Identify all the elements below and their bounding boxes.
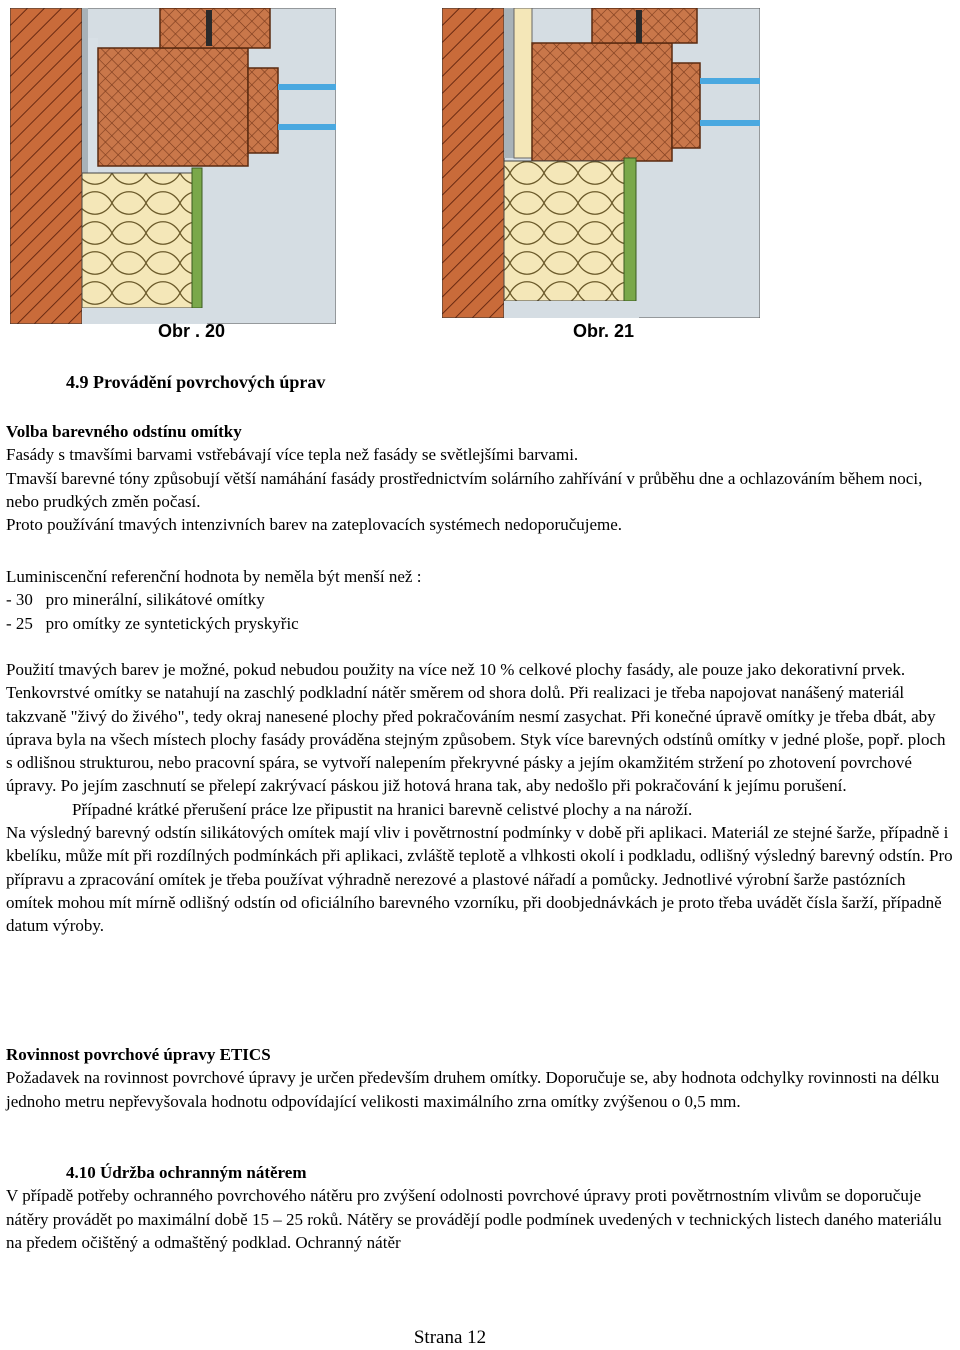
color-choice-block <box>6 420 954 536</box>
section-4-10-block <box>6 1161 954 1254</box>
color-choice-line-2: Tmavší barevné tóny způsobují větší namáhání fasády prostřednictvím solárního zahřívání v průběhu dne a ochlazováním během noci, nebo prudkých změn počasí. <box>6 468 923 511</box>
color-choice-line-3: Proto používání tmavých intenzivních barev na zateplovacích systémech nedoporučujeme. <box>6 515 623 535</box>
luminance-item-2: - 25 pro omítky ze syntetických pryskyřic <box>6 613 299 633</box>
application-block <box>6 658 954 938</box>
color-choice-heading: Volba barevného odstínu omítky <box>6 422 242 441</box>
flatness-paragraph: Požadavek na rovinnost povrchové úpravy je určen především druhem omítky. Doporučuje se, aby hodnota odchylky rovinnosti na délku jednoho metru nepřevyšovala hodnotu odpovídající velikosti maximálního zrna omítky zvýšenou o 0,5 mm. <box>6 1068 940 1111</box>
luminance-item-1: - 30 pro minerální, silikátové omítky <box>6 590 265 610</box>
section-4-9-heading: 4.9 Provádění povrchových úprav <box>66 372 326 392</box>
page-footer <box>0 1327 960 1349</box>
shade-paragraph: Na výsledný barevný odstín silikátových omítek mají vliv i povětrnostní podmínky v době při aplikaci. Materiál ze stejné šarže, případně i kbelíku, může mít při rozdílných podmínkách při aplikaci, zvláště teplotě a vlhkosti okolí i podkladu, odlišný výsledný barevný odstín. Pro přípravu a zpracování omítek je třeba používat výhradně nerezové a plastové nářadí a pomůcky. Jednotlivé výrobní šarže pastózních omítek mohou mít mírně odlišný odstín od oficiálního barevného vzorníku, při doobjednávkách je proto třeba uvádět čísla šarží, případně datum výroby. <box>6 823 953 936</box>
flatness-heading: Rovinnost povrchové úpravy ETICS <box>6 1045 271 1064</box>
luminance-intro: Luminiscenční referenční hodnota by neměla být menší než : <box>6 567 422 586</box>
figure-21-caption: Obr. 21 <box>573 321 635 341</box>
section-4-10-paragraph: V případě potřeby ochranného povrchového nátěru pro zvýšení odolnosti povrchové úpravy proti povětrnostním vlivům se doporučuje nátěry provádět po maximální době 15 – 25 roků. Nátěry se provádějí podle podmínek uvedených v technických listech daného materiálu na předem očištěný a odmaštěný podklad. Ochranný nátěr <box>6 1186 942 1252</box>
application-paragraph: Použití tmavých barev je možné, pokud nebudou použity na více než 10 % celkové plochy fasády, ale pouze jako dekorativní prvek. Tenkovrstvé omítky se natahují na zaschlý podkladní nátěr směrem od shora dolů. Při realizaci je třeba napojovat nanášený materiál takzvaně "živý do živého", tedy okraj nanesené plochy před pokračováním nesmí zasychat. Při konečné úpravě omítky je třeba dbát, aby úprava byla na všech místech plochy fasády prováděna stejným způsobem. Styk více barevných odstínů omítky v jedné ploše, popř. ploch s odlišnou strukturou, nebo pracovní spára, se vytvoří nalepením překryvné pásky a jejím okamžitém stržení po zhotovení povrchové úpravy. Po jejím zaschnutí se přelepí zakrývací páskou již hotová hrana tak, aby nedošlo při pokračování k jejímu porušení. <box>6 660 946 796</box>
figure-21-drawing <box>442 8 760 318</box>
flatness-block <box>6 1043 954 1113</box>
figure-20-drawing <box>10 8 336 324</box>
color-choice-line-1: Fasády s tmavšími barvami vstřebávají více tepla než fasády se světlejšími barvami. <box>6 445 579 465</box>
section-4-10-heading: 4.10 Údržba ochranným nátěrem <box>66 1163 307 1182</box>
luminance-block <box>6 565 954 635</box>
page-number: Strana 12 <box>413 1327 487 1348</box>
interruption-paragraph: Případné krátké přerušení práce lze připustit na hranici barevně celistvé plochy a na nároží. <box>72 799 693 819</box>
section-4-9-heading-block <box>6 371 954 394</box>
figure-20-caption: Obr . 20 <box>158 321 226 341</box>
